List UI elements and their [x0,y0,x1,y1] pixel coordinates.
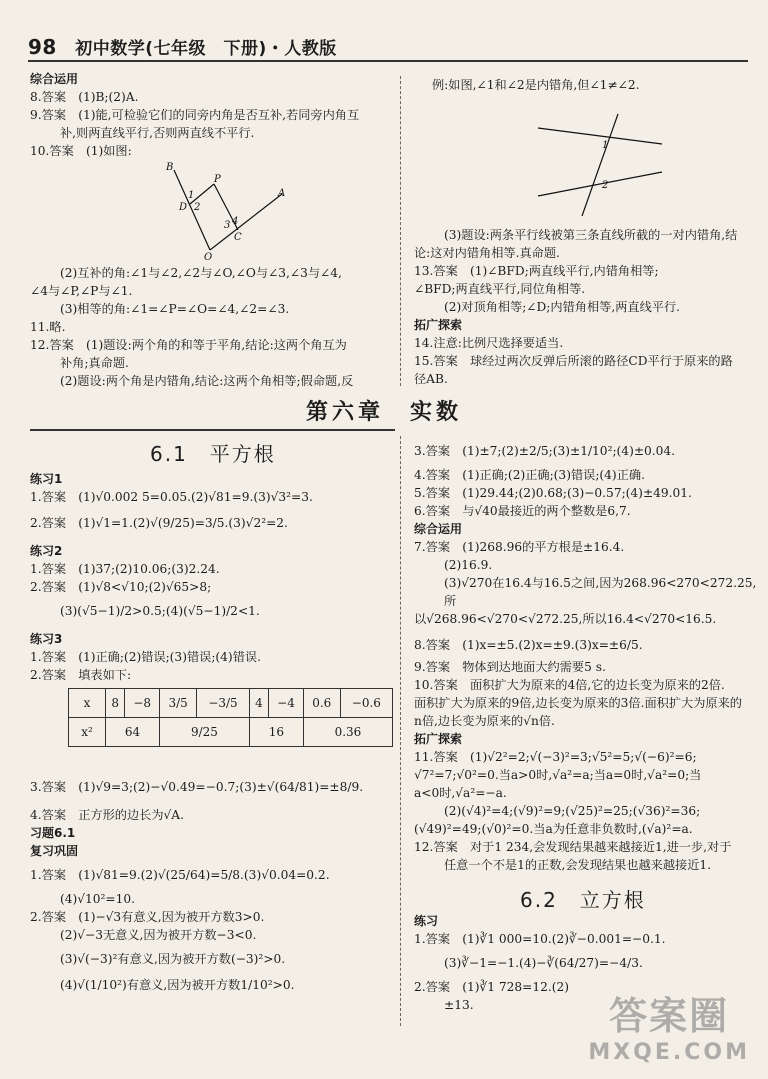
right-main-block [414,442,764,874]
answer-line: 1.答案 (1)正确;(2)错误;(3)错误;(4)错误. [30,650,261,664]
value-table [68,688,393,747]
table-cell: 0.36 [303,718,392,747]
chapter-title: 第六章 实数 [305,400,462,425]
answer-line: (3)∛−1=−1.(4)−∛(64/27)=−4/3. [444,956,643,970]
table-cell: 9/25 [160,718,250,747]
answer-line: 4.答案 (1)正确;(2)正确;(3)错误;(4)正确. [414,468,645,482]
answer-line: 任意一个不是1的正数,会发现结果也越来越接近1. [444,858,712,872]
watermark-text: 答案圈 [609,994,730,1038]
label-1: 1 [188,190,195,201]
answer-line: 1.答案 (1)∛1 000=10.(2)∛−0.001=−0.1. [414,932,666,946]
answer-line: (4)√10²=10. [60,892,136,906]
answer-line: 11.答案 (1)√2²=2;√(−3)²=3;√5²=5;√(−6)²=6; [414,750,697,764]
table-cell: 3/5 [160,689,197,718]
answer-line: 5.答案 (1)29.44;(2)0.68;(3)−0.57;(4)±49.01. [414,486,692,500]
chapter-rule [30,429,395,431]
answer-line: 11.略. [30,320,66,334]
label-D: D [179,202,188,213]
answer-line: 13.答案 (1)∠BFD;两直线平行,内错角相等; [414,264,659,278]
table-cell: 0.6 [303,689,340,718]
answer-line: 9.答案 (1)能,可检验它们的同旁内角是否互补,若同旁内角互 [30,108,360,122]
label-P: P [214,174,221,185]
table-cell: 8 [106,689,125,718]
label-1: 1 [602,140,609,151]
left-top-block [30,70,395,160]
label-O: O [204,252,213,262]
angle-figure-1 [160,160,300,262]
right-top-block [414,226,764,388]
label-3: 3 [224,220,231,231]
answer-line: 2.答案 (1)√8<√10;(2)√65>8; [30,580,212,594]
answer-line: 2.答案 (1)−√3有意义,因为被开方数3>0. [30,910,265,924]
section-heading: 习题6.1 [30,826,76,840]
answer-line: (3)√(−3)²有意义,因为被开方数(−3)²>0. [60,952,286,966]
answer-line: √7²=7;√0²=0.当a>0时,√a²=a;当a=0时,√a²=0;当 [414,768,702,782]
answer-line: (2)(√4)²=4;(√9)²=9;(√25)²=25;(√36)²=36; [444,804,701,818]
book-title: 初中数学(七年级 下册)・人教版 [75,39,337,59]
answer-line: 2.答案 填表如下: [30,668,132,682]
answer-line: n倍,边长变为原来的√n倍. [414,714,555,728]
answer-line: (2)互补的角:∠1与∠2,∠2与∠O,∠O与∠3,∠3与∠4, [60,266,342,280]
label-4: 4 [232,216,239,227]
table-cell: −3/5 [197,689,250,718]
answer-line: ±13. [444,998,474,1012]
left-main-block [30,470,395,684]
section-heading: 练习 [414,914,439,928]
answer-line: 8.答案 (1)B;(2)A. [30,90,139,104]
watermark-logo [588,985,750,1065]
answer-line: (3)相等的角:∠1=∠P=∠O=∠4,∠2=∠3. [60,302,290,316]
label-B: B [166,162,174,173]
label-2: 2 [194,202,201,213]
answer-line: ∠BFD;两直线平行,同位角相等. [414,282,586,296]
answer-line: 10.答案 (1)如图: [30,144,132,158]
answer-line: (3)题设:两条平行线被第三条直线所截的一对内错角,结 [444,228,738,242]
answer-line: 7.答案 (1)268.96的平方根是±16.4. [414,540,625,554]
answer-line: 2.答案 (1)∛1 728=12.(2) [414,980,569,994]
section-heading: 练习2 [30,544,63,558]
answer-line: 补角;真命题. [60,356,129,370]
answer-line: 10.答案 面积扩大为原来的4倍,它的边长变为原来的2倍. [414,678,725,692]
answer-line: 3.答案 (1)√9=3;(2)−√0.49=−0.7;(3)±√(64/81)=±8/9. [30,780,364,794]
answer-line: 面积扩大为原来的9倍,边长变为原来的3倍.面积扩大为原来的 [414,696,742,710]
answer-line: 以√268.96<√270<√272.25,所以16.4<√270<16.5. [414,612,717,626]
answer-line: (3)√270在16.4与16.5之间,因为268.96<270<272.25,所 [444,576,757,608]
answer-line: a<0时,√a²=−a. [414,786,507,800]
label-C: C [234,232,242,243]
table-cell: 16 [249,718,303,747]
answer-line: (3)(√5−1)/2>0.5;(4)(√5−1)/2<1. [60,604,260,618]
answer-line: 15.答案 球经过两次反弹后所滚的路径CD平行于原来的路 [414,354,733,368]
answer-line: 14.注意:比例尺选择要适当. [414,336,564,350]
section-heading: 拓广探索 [414,732,463,746]
answer-line: 1.答案 (1)√81=9.(2)√(25/64)=5/8.(3)√0.04=0.2. [30,868,330,882]
left-mid-block [30,264,395,390]
answer-line: 论:这对内错角相等.真命题. [414,246,560,260]
answer-line: (2)√−3无意义,因为被开方数−3<0. [60,928,257,942]
label-A: A [278,188,286,199]
section-heading: 练习1 [30,472,63,486]
table-row [69,718,393,747]
watermark-url: MXQE.COM [588,1040,750,1065]
answer-line: ∠4与∠P,∠P与∠1. [30,284,133,298]
page-number: 98 [28,35,57,59]
section-6-2-title: 6.2 立方根 [520,888,646,912]
answer-line: 例:如图,∠1和∠2是内错角,但∠1≠∠2. [432,78,640,92]
answer-line: 3.答案 (1)±7;(2)±2/5;(3)±1/10²;(4)±0.04. [414,444,676,458]
section-heading: 练习3 [30,632,63,646]
header-rule [28,60,748,62]
section-heading: 拓广探索 [414,318,463,332]
answer-line: (√49)²=49;(√0)²=0.当a为任意非负数时,(√a)²=a. [414,822,693,836]
table-cell: x [69,689,106,718]
answer-line: 9.答案 物体到达地面大约需要5 s. [414,660,606,674]
page-header [28,34,337,59]
angle-figure-2 [530,110,670,220]
answer-line: (2)16.9. [444,558,493,572]
answer-line: 2.答案 (1)√1=1.(2)√(9/25)=3/5.(3)√2²=2. [30,516,288,530]
section-6-1-title: 6.1 平方根 [150,442,276,466]
section-heading: 综合运用 [414,522,463,536]
table-cell: x² [69,718,106,747]
answer-line: (2)题设:两个角是内错角,结论:这两个角相等;假命题,反 [60,374,354,388]
answer-line: 径AB. [414,372,448,386]
answer-line: 1.答案 (1)37;(2)10.06;(3)2.24. [30,562,220,576]
table-cell: −4 [269,689,304,718]
section-heading: 复习巩固 [30,844,79,858]
left-bottom-block [30,778,395,994]
answer-line: (2)对顶角相等;∠D;内错角相等,两直线平行. [444,300,681,314]
answer-line: 1.答案 (1)√0.002 5=0.05.(2)√81=9.(3)√3²=3. [30,490,313,504]
table-row [69,689,393,718]
table-cell: −8 [125,689,160,718]
right-top-text [432,76,762,94]
column-divider-bottom [400,436,401,1026]
answer-line: 补,则两直线平行,否则两直线不平行. [60,126,255,140]
table-cell: −0.6 [340,689,392,718]
answer-line: 8.答案 (1)x=±5.(2)x=±9.(3)x=±6/5. [414,638,643,652]
answer-line: 6.答案 与√40最接近的两个整数是6,7. [414,504,631,518]
column-divider-top [400,76,401,386]
table-cell: 4 [249,689,268,718]
answer-line: 12.答案 对于1 234,会发现结果越来越接近1,进一步,对于 [414,840,732,854]
answer-line: 4.答案 正方形的边长为√A. [30,808,184,822]
section-heading: 综合运用 [30,72,79,86]
answer-line: (4)√(1/10²)有意义,因为被开方数1/10²>0. [60,978,295,992]
label-2: 2 [602,180,609,191]
answer-line: 12.答案 (1)题设:两个角的和等于平角,结论:这两个角互为 [30,338,347,352]
table-cell: 64 [106,718,160,747]
